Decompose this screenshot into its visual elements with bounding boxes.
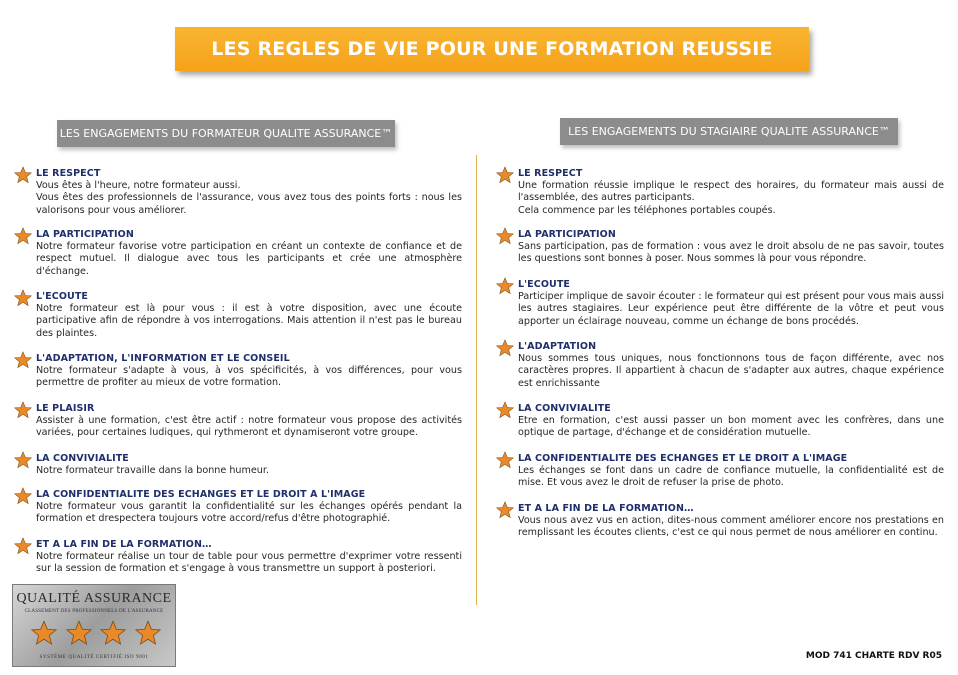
trainee-section-label: LES ENGAGEMENTS DU STAGIAIRE QUALITE ASSURANCE™ bbox=[568, 125, 890, 138]
qualite-assurance-logo bbox=[12, 584, 176, 667]
trainee-section-tab bbox=[560, 118, 898, 145]
commitment-text-line: Vous êtes des professionnels de l'assurance, vous avez tous des points forts : nous les valorisons pour vous améliorer. bbox=[36, 192, 462, 216]
commitment-text-line: Cela commence par les téléphones portables coupés. bbox=[518, 204, 776, 216]
commitment-title: LA CONFIDENTIALITE DES ECHANGES ET LE DROIT A L'IMAGE bbox=[518, 453, 848, 464]
star-bullet bbox=[496, 401, 514, 419]
commitment-item bbox=[14, 353, 462, 390]
star-bullet bbox=[496, 227, 514, 245]
commitment-item bbox=[496, 341, 944, 390]
commitment-text bbox=[36, 180, 462, 217]
page-title: LES REGLES DE VIE POUR UNE FORMATION REUSSIE bbox=[211, 38, 773, 60]
commitment-item bbox=[14, 539, 462, 576]
commitment-title: LA CONVIVIALITE bbox=[518, 403, 611, 414]
commitment-title: LE PLAISIR bbox=[36, 403, 95, 414]
star-bullet bbox=[14, 401, 32, 419]
star-icon bbox=[496, 501, 514, 519]
star-icon bbox=[14, 487, 32, 505]
commitment-title: LA CONFIDENTIALITE DES ECHANGES ET LE DROIT A L'IMAGE bbox=[36, 489, 366, 500]
commitment-item bbox=[14, 453, 462, 477]
commitment-text bbox=[36, 241, 462, 278]
commitment-text bbox=[518, 465, 944, 490]
star-icon bbox=[14, 537, 32, 555]
commitment-item bbox=[496, 453, 944, 490]
commitment-text bbox=[518, 241, 944, 266]
logo-subtitle: CLASSEMENT DES PROFESSIONNELS DE L'ASSURANCE bbox=[24, 609, 164, 614]
commitment-title: L'ECOUTE bbox=[518, 279, 570, 290]
commitment-text-line: Notre formateur est là pour vous : il est à votre disposition, avec une écoute participative afin de répondre à vos interrogations. Mais attention il n'est pas le bureau des plaintes. bbox=[36, 303, 462, 339]
commitment-text-line: Notre formateur travaille dans la bonne humeur. bbox=[36, 465, 269, 476]
commitment-text bbox=[518, 291, 944, 328]
commitment-item bbox=[496, 403, 944, 440]
logo-star bbox=[31, 620, 57, 646]
logo-stars bbox=[31, 620, 161, 646]
commitment-text bbox=[36, 501, 462, 526]
commitment-title: L'ECOUTE bbox=[36, 291, 88, 302]
commitment-title: LE RESPECT bbox=[36, 168, 101, 179]
commitment-title: ET A LA FIN DE LA FORMATION… bbox=[36, 539, 212, 550]
commitment-title: LA PARTICIPATION bbox=[36, 229, 134, 240]
title-banner bbox=[175, 27, 809, 71]
document-reference: MOD 741 CHARTE RDV R05 bbox=[805, 651, 942, 661]
star-bullet bbox=[14, 487, 32, 505]
star-bullet bbox=[14, 227, 32, 245]
commitment-text-line: Notre formateur réalise un tour de table pour vous permettre d'exprimer votre ressenti sur la session de formation et s'engage à vous transmettre un support à posteriori. bbox=[36, 551, 462, 575]
logo-star bbox=[100, 620, 126, 646]
commitment-text bbox=[518, 415, 944, 440]
star-icon bbox=[496, 339, 514, 357]
trainer-section-label: LES ENGAGEMENTS DU FORMATEUR QUALITE ASSURANCE™ bbox=[59, 127, 393, 140]
star-bullet bbox=[14, 289, 32, 307]
star-bullet bbox=[14, 351, 32, 369]
commitment-item bbox=[14, 489, 462, 526]
trainer-section-tab bbox=[57, 120, 395, 147]
commitment-text bbox=[518, 180, 944, 217]
commitment-text bbox=[518, 353, 944, 390]
star-icon bbox=[14, 351, 32, 369]
star-icon bbox=[14, 451, 32, 469]
column-divider bbox=[476, 155, 477, 605]
commitment-text-line: Notre formateur vous garantit la confidentialité sur les échanges opérés pendant la formation et drespectera toujours votre accord/refus d'être photographié. bbox=[36, 501, 462, 525]
commitment-text bbox=[36, 365, 462, 390]
logo-footer: SYSTÈME QUALITÉ CERTIFIÉ ISO 9001 bbox=[39, 655, 149, 660]
commitment-title: L'ADAPTATION, L'INFORMATION ET LE CONSEIL bbox=[36, 353, 290, 364]
commitment-item bbox=[14, 291, 462, 340]
commitment-text-line: Sans participation, pas de formation : vous avez le droit absolu de ne pas savoir, toutes les questions sont bonnes à poser. Nous sommes là pour vous répondre. bbox=[518, 241, 944, 265]
commitment-item bbox=[496, 229, 944, 266]
commitment-text-line: Les échanges se font dans un cadre de confiance mutuelle, la confidentialité est de mise. Et vous avez le droit de refuser la prise de photo. bbox=[518, 465, 944, 489]
commitment-title: LA CONVIVIALITE bbox=[36, 453, 129, 464]
star-icon bbox=[66, 620, 92, 646]
star-bullet bbox=[14, 537, 32, 555]
commitment-text bbox=[518, 515, 944, 540]
star-bullet bbox=[496, 166, 514, 184]
star-icon bbox=[14, 289, 32, 307]
commitment-title: LE RESPECT bbox=[518, 168, 583, 179]
commitment-item bbox=[496, 279, 944, 328]
commitment-text bbox=[36, 303, 462, 340]
star-icon bbox=[496, 277, 514, 295]
commitment-item bbox=[496, 503, 944, 540]
commitment-text-line: Notre formateur s'adapte à vous, à vos spécificités, à vos différences, pour vous permettre de profiter au mieux de votre formation. bbox=[36, 365, 462, 389]
commitment-text bbox=[36, 465, 462, 477]
star-bullet bbox=[496, 451, 514, 469]
commitment-text-line: Participer implique de savoir écouter : le formateur qui est présent pour vous mais aussi les autres stagiaires. Leur expérience peut être différente de la vôtre et peut vous apporter un éclairage nouveau, comme un échange de bons procédés. bbox=[518, 291, 944, 327]
commitment-item bbox=[14, 229, 462, 278]
logo-title: QUALITÉ ASSURANCE bbox=[16, 591, 172, 606]
star-bullet bbox=[496, 339, 514, 357]
star-icon bbox=[14, 227, 32, 245]
star-bullet bbox=[14, 451, 32, 469]
star-bullet bbox=[496, 277, 514, 295]
commitment-item bbox=[496, 168, 944, 217]
logo-star bbox=[135, 620, 161, 646]
commitment-text-line: Nous sommes tous uniques, nous fonctionnons tous de façon différente, avec nos caractères propres. Il appartient à chacun de s'adapter aux autres, chaque expérience est enrichissante bbox=[518, 353, 944, 389]
commitment-title: ET A LA FIN DE LA FORMATION… bbox=[518, 503, 694, 514]
star-icon bbox=[14, 401, 32, 419]
star-bullet bbox=[496, 501, 514, 519]
star-icon bbox=[496, 451, 514, 469]
commitment-text-line: Notre formateur favorise votre participation en créant un contexte de confiance et de respect mutuel. Il dialogue avec tous les participants et crée une atmosphère d'échange. bbox=[36, 241, 462, 277]
star-icon bbox=[496, 166, 514, 184]
commitment-title: LA PARTICIPATION bbox=[518, 229, 616, 240]
star-bullet bbox=[14, 166, 32, 184]
commitment-text-line: Etre en formation, c'est aussi passer un bon moment avec les confrères, dans une optique de partage, d'échange et de considération mutuelle. bbox=[518, 415, 944, 439]
commitment-text-line: Une formation réussie implique le respect des horaires, du formateur mais aussi de l'assemblée, des autres participants. bbox=[518, 180, 944, 204]
star-icon bbox=[14, 166, 32, 184]
logo-star bbox=[66, 620, 92, 646]
star-icon bbox=[31, 620, 57, 646]
star-icon bbox=[135, 620, 161, 646]
star-icon bbox=[496, 227, 514, 245]
commitment-item bbox=[14, 403, 462, 440]
commitment-text-line: Vous nous avez vus en action, dites-nous comment améliorer encore nos prestations en remplissant les écoutes clients, c'est ce qui nous permet de nous améliorer en continu. bbox=[518, 515, 944, 539]
commitment-item bbox=[14, 168, 462, 217]
commitment-text bbox=[36, 415, 462, 440]
star-icon bbox=[496, 401, 514, 419]
commitment-text-line: Vous êtes à l'heure, notre formateur aussi. bbox=[36, 180, 241, 191]
star-icon bbox=[100, 620, 126, 646]
commitment-text-line: Assister à une formation, c'est être actif : notre formateur vous propose des activités variées, pour certaines ludiques, qui rythmeront et dynamiseront votre groupe. bbox=[36, 415, 462, 439]
commitment-title: L'ADAPTATION bbox=[518, 341, 597, 352]
commitment-text bbox=[36, 551, 462, 576]
